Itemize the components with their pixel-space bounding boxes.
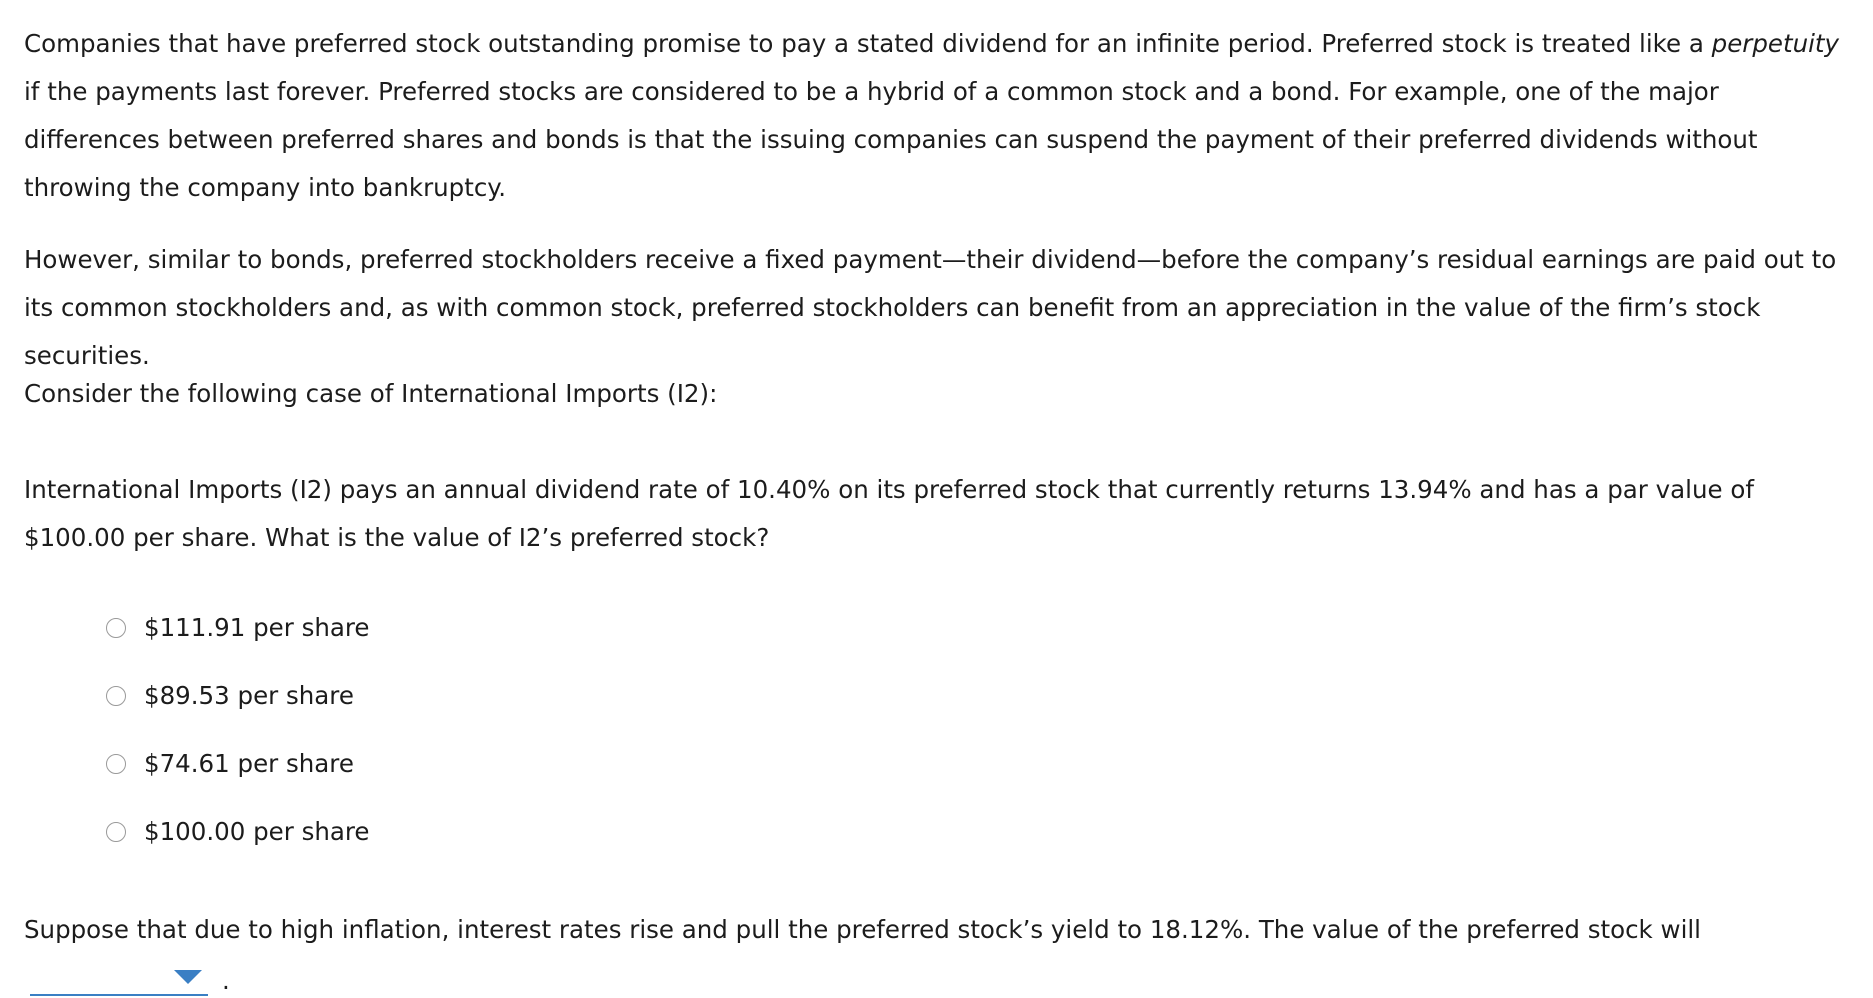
answer-option-1[interactable] (106, 594, 370, 662)
radio-button[interactable] (106, 618, 126, 638)
intro-paragraph-1 (24, 20, 1854, 212)
intro-paragraph-2: However, similar to bonds, preferred stockholders receive a fixed payment—their dividend—before the company’s residual earnings are paid out to its common stockholders and, as with common stock, preferred stockholders can benefit from an appreciation in the value of the firm’s stock securities. (24, 245, 1837, 370)
radio-button[interactable] (106, 754, 126, 774)
answer-option-4[interactable] (106, 798, 370, 866)
radio-button[interactable] (106, 686, 126, 706)
chevron-down-icon[interactable] (174, 970, 202, 984)
intro-p1-text-after: if the payments last forever. Preferred stocks are considered to be a hybrid of a common stock and a bond. For example, one of the major differences between preferred shares and bonds is that the issuing companies can suspend the payment of their preferred dividends without throwing the company into bankruptcy. (24, 77, 1758, 202)
intro-p1-text-before: Companies that have preferred stock outstanding promise to pay a stated dividend for an infinite period. Preferred stock is treated like a (24, 29, 1712, 58)
radio-button[interactable] (106, 822, 126, 842)
answer-option-2[interactable] (106, 662, 370, 730)
answer-option-label: $74.61 per share (144, 749, 354, 778)
answer-option-label: $100.00 per share (144, 817, 370, 846)
followup-question-text: Suppose that due to high inflation, interest rates rise and pull the preferred stock’s yield to 18.12%. The value of the preferred stock will (24, 915, 1701, 944)
answer-dropdown-row (30, 960, 230, 996)
answer-option-label: $111.91 per share (144, 613, 370, 642)
answer-option-3[interactable] (106, 730, 370, 798)
answer-options (106, 594, 370, 866)
answer-dropdown[interactable] (30, 960, 208, 996)
intro-paragraph-3: Consider the following case of International Imports (I2): (24, 379, 718, 408)
sentence-period: . (222, 966, 230, 995)
answer-option-label: $89.53 per share (144, 681, 354, 710)
question-text: International Imports (I2) pays an annual dividend rate of 10.40% on its preferred stock that currently returns 13.94% and has a par value of $100.00 per share. What is the value of I2’s preferred stock? (24, 475, 1754, 552)
intro-p1-emphasis: perpetuity (1711, 29, 1840, 58)
